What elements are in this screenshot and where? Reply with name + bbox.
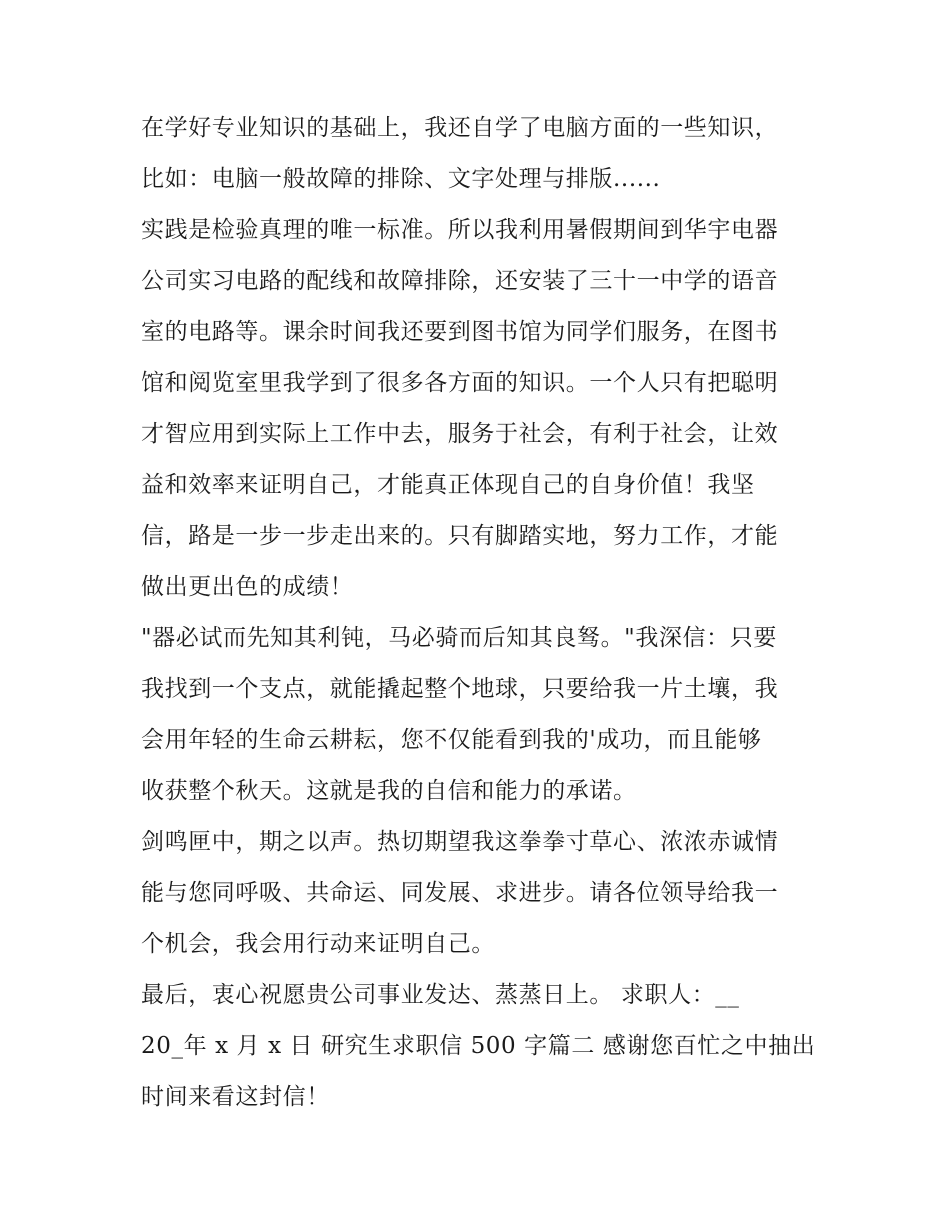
- text-line: 才智应用到实际上工作中去，服务于社会，有利于社会，让效: [141, 421, 779, 447]
- text-line: 做出更出色的成绩！: [141, 574, 354, 600]
- text-line: 20_年 x 月 x 日 研究生求职信 500 字篇二 感谢您百忙之中抽出: [141, 1033, 816, 1059]
- text-line: 益和效率来证明自己，才能真正体现自己的自身价值！我坚: [141, 472, 755, 498]
- text-line: 能与您同呼吸、共命运、同发展、求进步。请各位领导给我一: [141, 880, 779, 906]
- text-line: 在学好专业知识的基础上，我还自学了电脑方面的一些知识，: [141, 115, 779, 141]
- text-line: 信，路是一步一步走出来的。只有脚踏实地，努力工作，才能: [141, 523, 779, 549]
- text-line: "器必试而先知其利钝，马必骑而后知其良驽。"我深信：只要: [141, 625, 777, 651]
- text-line: 实践是检验真理的唯一标准。所以我利用暑假期间到华宇电器: [141, 217, 779, 243]
- text-line: 时间来看这封信！: [141, 1084, 330, 1110]
- text-line: 个机会，我会用行动来证明自己。: [141, 931, 495, 957]
- text-line: 室的电路等。课余时间我还要到图书馆为同学们服务，在图书: [141, 319, 779, 345]
- text-line: 收获整个秋天。这就是我的自信和能力的承诺。: [141, 778, 637, 804]
- text-line: 馆和阅览室里我学到了很多各方面的知识。一个人只有把聪明: [141, 370, 779, 396]
- text-line: 最后，衷心祝愿贵公司事业发达、蒸蒸日上。 求职人：__: [141, 982, 740, 1008]
- text-line: 剑鸣匣中，期之以声。热切期望我这拳拳寸草心、浓浓赤诚情: [141, 829, 779, 855]
- text-line: 比如：电脑一般故障的排除、文字处理与排版......: [141, 166, 661, 192]
- text-line: 公司实习电路的配线和故障排除，还安装了三十一中学的语音: [141, 268, 779, 294]
- text-line: 我找到一个支点，就能撬起整个地球，只要给我一片土壤，我: [141, 676, 779, 702]
- text-line: 会用年轻的生命云耕耘，您不仅能看到我的'成功，而且能够: [141, 727, 762, 753]
